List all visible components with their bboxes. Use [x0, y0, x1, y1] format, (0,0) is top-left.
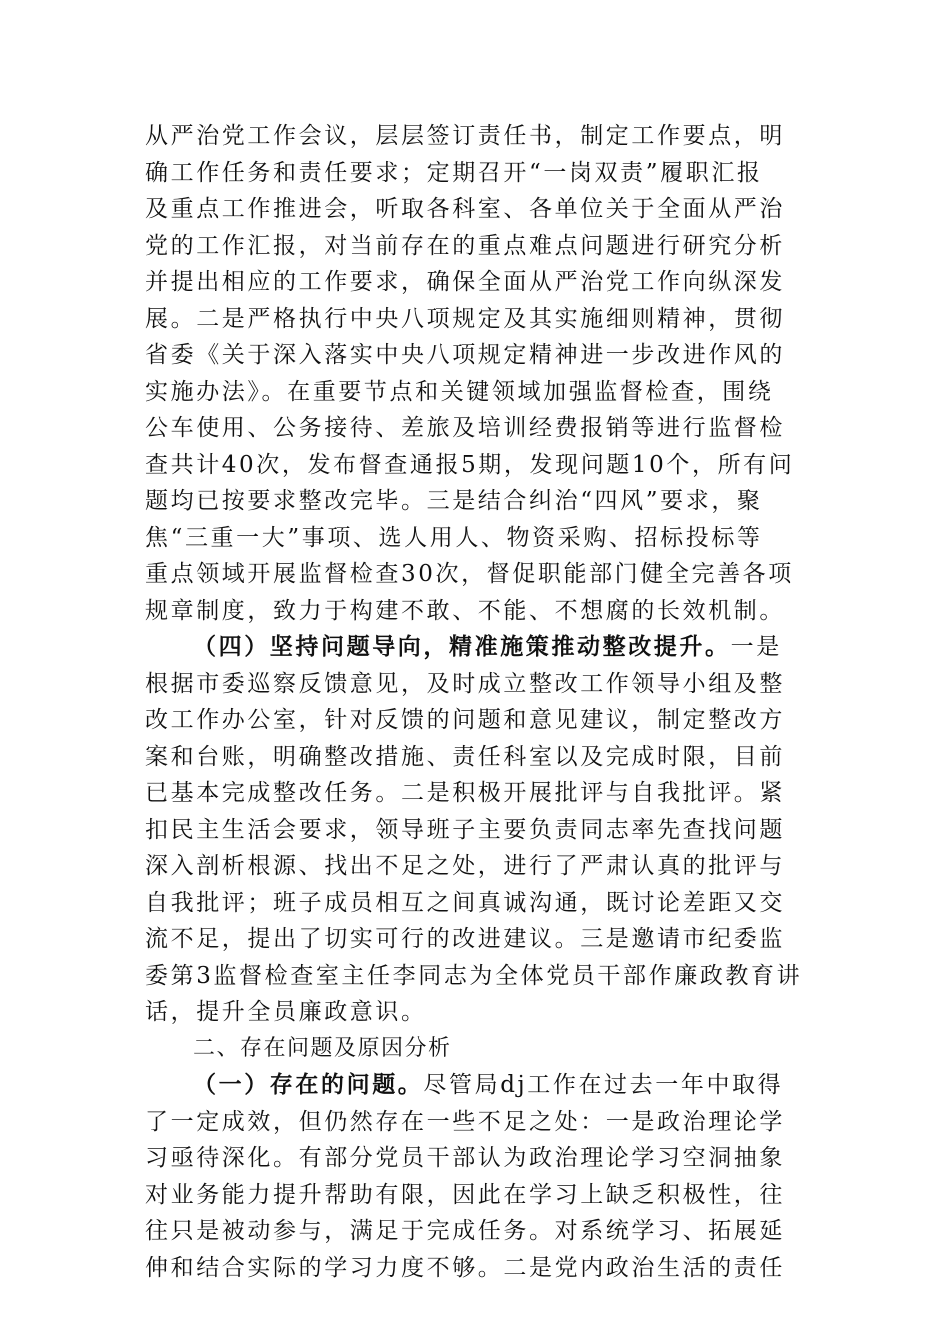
subsection-1-first-tail: 尽管局dj工作在过去一年中取得 [423, 1072, 784, 1098]
text-line: 及重点工作推进会，听取各科室、各单位关于全面从严治 [145, 196, 785, 222]
subsection-1-first-line [145, 1067, 807, 1104]
text-line: 省委《关于深入落实中央八项规定精神进一步改进作风的 [145, 342, 785, 368]
text-line: 改工作办公室，针对反馈的问题和意见建议，制定整改方 [145, 707, 785, 733]
text-line: 流不足，提出了切实可行的改进建议。三是邀请市纪委监 [145, 926, 785, 952]
section-heading: 二、存在问题及原因分析 [193, 1035, 452, 1061]
text-line: 了一定成效，但仍然存在一些不足之处：一是政治理论学 [145, 1108, 785, 1135]
subsection-1-title: （一）存在的问题。 [193, 1071, 424, 1098]
text-line: 规章制度，致力于构建不敢、不能、不想腐的长效机制。 [145, 597, 785, 624]
text-line: 自我批评；班子成员相互之间真诚沟通，既讨论差距又交 [145, 889, 785, 916]
text-line: 公车使用、公务接待、差旅及培训经费报销等进行监督检 [145, 415, 785, 441]
text-line: 扣民主生活会要求，领导班子主要负责同志率先查找问题 [145, 816, 785, 843]
text-line: 从严治党工作会议，层层签订责任书，制定工作要点，明 [145, 123, 785, 149]
text-line: 确工作任务和责任要求；定期召开“一岗双责”履职汇报 [145, 159, 763, 186]
text-line: 题均已按要求整改完毕。三是结合纠治“四风”要求，聚 [145, 488, 763, 514]
body-text [145, 118, 807, 1286]
text-line: 焦“三重一大”事项、选人用人、物资采购、招标投标等 [145, 524, 763, 551]
text-line: 委第3监督检查室主任李同志为全体党员干部作廉政教育讲 [145, 962, 803, 989]
text-line: 深入剖析根源、找出不足之处，进行了严肃认真的批评与 [145, 853, 785, 879]
text-line: 展。二是严格执行中央八项规定及其实施细则精神，贯彻 [145, 305, 785, 332]
text-line: 并提出相应的工作要求，确保全面从严治党工作向纵深发 [145, 269, 785, 295]
paragraph-4-first-line [145, 629, 807, 666]
text-line: 习亟待深化。有部分党员干部认为政治理论学习空洞抽象 [145, 1145, 785, 1171]
paragraph-4-first-tail: 一是 [730, 634, 782, 660]
text-line: 党的工作汇报，对当前存在的重点难点问题进行研究分析 [145, 232, 785, 259]
text-line: 案和台账，明确整改措施、责任科室以及完成时限，目前 [145, 743, 785, 770]
text-line: 已基本完成整改任务。二是积极开展批评与自我批评。紧 [145, 780, 785, 806]
text-line: 对业务能力提升帮助有限，因此在学习上缺乏积极性，往 [145, 1181, 785, 1208]
text-line: 根据市委巡察反馈意见，及时成立整改工作领导小组及整 [145, 670, 785, 697]
paragraph-4-title: （四）坚持问题导向，精准施策推动整改提升。 [193, 633, 731, 660]
text-line: 重点领域开展监督检查30次，督促职能部门健全完善各项 [145, 561, 794, 587]
text-line: 往只是被动参与，满足于完成任务。对系统学习、拓展延 [145, 1218, 785, 1244]
text-line: 话，提升全员廉政意识。 [145, 999, 427, 1025]
text-line: 伸和结合实际的学习力度不够。二是党内政治生活的责任 [145, 1254, 785, 1281]
text-line: 查共计40次，发布督查通报5期，发现问题10个，所有问 [145, 451, 795, 478]
text-line: 实施办法》。在重要节点和关键领域加强监督检查，围绕 [145, 378, 774, 405]
